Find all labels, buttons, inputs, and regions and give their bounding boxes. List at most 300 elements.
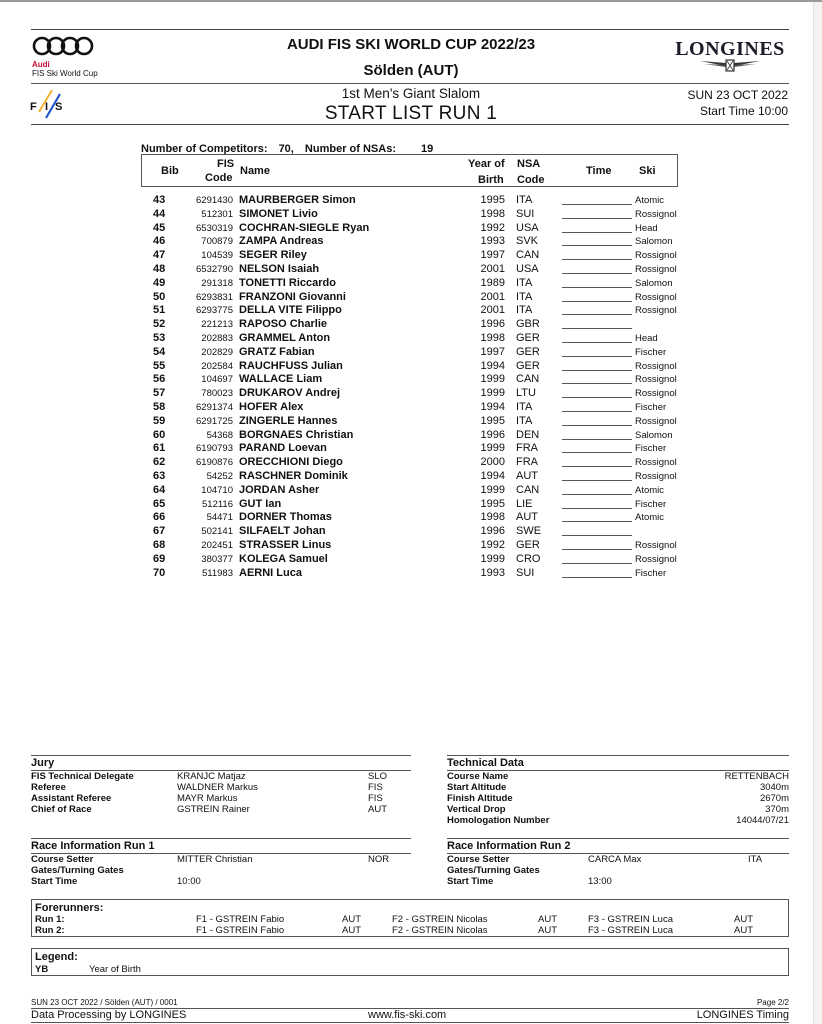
time-blank bbox=[562, 263, 632, 274]
run1-course-setter-nation: NOR bbox=[368, 854, 390, 865]
nsas-value: 19 bbox=[421, 143, 434, 155]
sponsor-brand: Audi bbox=[32, 60, 50, 69]
legend-box bbox=[31, 948, 789, 976]
nsa-code: CAN bbox=[516, 483, 540, 496]
forerunner-f3: F3 - GSTREIN Luca bbox=[588, 914, 673, 925]
table-row bbox=[141, 360, 701, 374]
table-row bbox=[141, 249, 701, 263]
year-of-birth: 1992 bbox=[480, 221, 505, 234]
table-row bbox=[141, 194, 701, 208]
forerunner-f2: F2 - GSTREIN Nicolas bbox=[392, 914, 488, 925]
year-of-birth: 1995 bbox=[480, 414, 505, 427]
run2-course-setter-nation: ITA bbox=[748, 854, 763, 865]
jury-member bbox=[31, 782, 411, 793]
year-of-birth: 2000 bbox=[480, 456, 505, 469]
ski-brand: Fischer bbox=[635, 401, 667, 413]
ski-brand: Rossignol bbox=[635, 250, 677, 262]
year-of-birth: 1997 bbox=[480, 249, 505, 262]
year-of-birth: 1996 bbox=[480, 525, 505, 538]
forerunner-f2-nation: AUT bbox=[538, 925, 557, 936]
ski-brand: Rossignol bbox=[635, 360, 677, 372]
fis-code: 502141 bbox=[201, 526, 233, 538]
nsas-label: Number of NSAs: bbox=[304, 143, 396, 155]
bib-number: 62 bbox=[153, 456, 166, 469]
bib-number: 46 bbox=[153, 235, 166, 248]
nsa-code: GER bbox=[516, 538, 540, 551]
jury-nation: SLO bbox=[368, 771, 388, 782]
bib-number: 45 bbox=[153, 221, 166, 234]
technical-item bbox=[447, 793, 789, 804]
svg-text:S: S bbox=[55, 101, 63, 113]
time-blank bbox=[562, 304, 632, 315]
time-blank bbox=[562, 222, 632, 233]
ski-brand: Salomon bbox=[635, 236, 673, 248]
fis-code: 202829 bbox=[201, 346, 233, 358]
col-bib: Bib bbox=[161, 165, 179, 177]
athlete-name: FRANZONI Giovanni bbox=[239, 290, 346, 303]
jury-name: KRANJC Matjaz bbox=[177, 771, 246, 782]
fis-code: 512116 bbox=[202, 498, 233, 510]
bib-number: 48 bbox=[153, 262, 166, 275]
time-blank bbox=[562, 442, 632, 453]
jury-member bbox=[31, 771, 411, 782]
table-row bbox=[141, 332, 701, 346]
table-row bbox=[141, 401, 701, 415]
technical-data-section bbox=[447, 757, 789, 826]
run1-title: Race Information Run 1 bbox=[31, 840, 155, 852]
jury-name: GSTREIN Rainer bbox=[177, 804, 250, 815]
footer-timing: LONGINES Timing bbox=[696, 1009, 789, 1021]
fis-code: 104539 bbox=[201, 250, 233, 262]
year-of-birth: 1999 bbox=[480, 483, 505, 496]
athlete-name: MAURBERGER Simon bbox=[239, 194, 356, 206]
ski-brand: Rossignol bbox=[635, 415, 677, 427]
table-row bbox=[141, 222, 701, 236]
athlete-name: JORDAN Asher bbox=[239, 483, 320, 496]
time-blank bbox=[562, 567, 632, 578]
ski-brand: Fischer bbox=[635, 443, 667, 455]
bib-number: 65 bbox=[153, 497, 166, 510]
col-nsa-1: NSA bbox=[517, 158, 541, 170]
fis-code: 6291725 bbox=[196, 415, 233, 427]
sponsor-series: FIS Ski World Cup bbox=[32, 69, 98, 78]
fis-code: 202584 bbox=[201, 360, 233, 372]
technical-label: Vertical Drop bbox=[447, 804, 506, 815]
svg-text:I: I bbox=[45, 101, 49, 113]
legend-meaning: Year of Birth bbox=[89, 964, 141, 975]
year-of-birth: 1999 bbox=[480, 387, 505, 400]
nsa-code: SUI bbox=[516, 207, 535, 220]
footer-page: Page 2/2 bbox=[756, 998, 789, 1007]
legend-title: Legend: bbox=[35, 951, 78, 963]
venue-title: Sölden (AUT) bbox=[363, 62, 459, 79]
sponsor-text bbox=[32, 60, 98, 78]
ski-brand: Rossignol bbox=[635, 539, 677, 551]
page-right-edge bbox=[813, 2, 822, 1024]
bib-number: 44 bbox=[153, 207, 166, 220]
time-blank bbox=[562, 415, 632, 426]
bib-number: 58 bbox=[153, 400, 166, 413]
jury-member bbox=[31, 793, 411, 804]
year-of-birth: 1999 bbox=[480, 552, 505, 565]
time-blank bbox=[562, 373, 632, 384]
header-bottom-rule bbox=[31, 124, 789, 125]
run2-start-time: 13:00 bbox=[588, 876, 612, 887]
jury-title: Jury bbox=[31, 757, 55, 769]
year-of-birth: 1996 bbox=[480, 428, 505, 441]
table-row bbox=[141, 318, 701, 332]
run2-top-rule bbox=[447, 838, 789, 839]
nsa-code: ITA bbox=[516, 276, 533, 289]
forerunner-row bbox=[35, 925, 785, 936]
forerunner-f1-nation: AUT bbox=[342, 914, 361, 925]
forerunner-run-label: Run 2: bbox=[35, 925, 65, 936]
fis-code: 6293775 bbox=[196, 305, 233, 317]
forerunner-f3-nation: AUT bbox=[734, 925, 753, 936]
fis-code: 104697 bbox=[201, 374, 233, 386]
nsa-code: ITA bbox=[516, 290, 533, 303]
bib-number: 57 bbox=[153, 387, 166, 400]
bib-number: 49 bbox=[153, 276, 166, 289]
technical-item bbox=[447, 815, 789, 826]
ski-brand: Atomic bbox=[635, 512, 665, 524]
year-of-birth: 1992 bbox=[480, 538, 505, 551]
bib-number: 43 bbox=[153, 194, 166, 206]
jury-name: WALDNER Markus bbox=[177, 782, 258, 793]
forerunners-box bbox=[31, 899, 789, 937]
ski-brand: Rossignol bbox=[635, 457, 677, 469]
athlete-name: GUT Ian bbox=[239, 497, 282, 510]
jury-name: MAYR Markus bbox=[177, 793, 238, 804]
jury-role: Chief of Race bbox=[31, 804, 92, 815]
bib-number: 70 bbox=[153, 566, 166, 579]
nsa-code: LIE bbox=[516, 497, 533, 510]
footer-reference: SUN 23 OCT 2022 / Sölden (AUT) / 0001 bbox=[31, 998, 178, 1007]
athlete-name: PARAND Loevan bbox=[239, 442, 327, 455]
athlete-name: SILFAELT Johan bbox=[239, 525, 326, 538]
athlete-name: DELLA VITE Filippo bbox=[239, 304, 342, 317]
bib-number: 54 bbox=[153, 345, 166, 358]
technical-value: 14044/07/21 bbox=[736, 815, 789, 826]
time-blank bbox=[562, 456, 632, 467]
ski-brand: Rossignol bbox=[635, 374, 677, 386]
bib-number: 52 bbox=[153, 318, 166, 331]
col-yob-2: Birth bbox=[478, 174, 504, 186]
nsa-code: SWE bbox=[516, 525, 542, 538]
technical-value: RETTENBACH bbox=[724, 771, 789, 782]
athlete-name: ZINGERLE Hannes bbox=[239, 414, 338, 427]
header-mid-rule bbox=[31, 83, 789, 84]
start-list bbox=[141, 194, 701, 580]
nsa-code: SUI bbox=[516, 566, 535, 579]
athlete-name: DORNER Thomas bbox=[239, 511, 332, 524]
footer-rule-bottom bbox=[31, 1022, 789, 1023]
competitors-value: 70, bbox=[278, 143, 294, 155]
bib-number: 64 bbox=[153, 483, 166, 496]
table-row bbox=[141, 498, 701, 512]
nsa-code: USA bbox=[516, 221, 539, 234]
time-blank bbox=[562, 332, 632, 343]
run2-course-setter-label: Course Setter bbox=[447, 854, 510, 865]
ski-brand: Rossignol bbox=[635, 388, 677, 400]
run1-course-setter-label: Course Setter bbox=[31, 854, 94, 865]
nsa-code: AUT bbox=[516, 511, 538, 524]
competitors-label: Number of Competitors: bbox=[141, 143, 268, 155]
forerunner-run-label: Run 1: bbox=[35, 914, 65, 925]
ski-brand: Fischer bbox=[635, 567, 667, 579]
table-row bbox=[141, 442, 701, 456]
ski-brand: Rossignol bbox=[635, 470, 677, 482]
fis-code: 380377 bbox=[201, 553, 233, 565]
nsa-code: FRA bbox=[516, 456, 538, 469]
table-row bbox=[141, 346, 701, 360]
col-nsa-2: Code bbox=[517, 174, 545, 186]
athlete-name: ORECCHIONI Diego bbox=[239, 456, 343, 469]
time-blank bbox=[562, 429, 632, 440]
year-of-birth: 1994 bbox=[480, 400, 505, 413]
bib-number: 63 bbox=[153, 469, 166, 482]
fis-code: 54471 bbox=[206, 512, 233, 524]
year-of-birth: 1998 bbox=[480, 331, 505, 344]
nsa-code: ITA bbox=[516, 304, 533, 317]
athlete-name: TONETTI Riccardo bbox=[239, 276, 336, 289]
header-top-rule bbox=[31, 29, 789, 30]
table-row bbox=[141, 373, 701, 387]
time-blank bbox=[562, 277, 632, 288]
athlete-name: NELSON Isaiah bbox=[239, 262, 320, 275]
ski-brand: Salomon bbox=[635, 277, 673, 289]
run1-top-rule bbox=[31, 838, 411, 839]
forerunner-f1: F1 - GSTREIN Fabio bbox=[196, 925, 285, 936]
time-blank bbox=[562, 498, 632, 509]
table-row bbox=[141, 415, 701, 429]
run2-title: Race Information Run 2 bbox=[447, 840, 571, 852]
time-blank bbox=[562, 539, 632, 550]
jury-role: Assistant Referee bbox=[31, 793, 112, 804]
technical-label: Start Altitude bbox=[447, 782, 507, 793]
longines-logo-text: LONGINES bbox=[675, 38, 785, 60]
fis-code: 202451 bbox=[201, 539, 233, 551]
document-title: START LIST RUN 1 bbox=[324, 103, 498, 124]
col-ski: Ski bbox=[639, 165, 656, 177]
technical-item bbox=[447, 782, 789, 793]
forerunner-f1: F1 - GSTREIN Fabio bbox=[196, 914, 285, 925]
forerunner-row bbox=[35, 914, 785, 925]
fis-code: 6530319 bbox=[196, 222, 233, 234]
time-blank bbox=[562, 235, 632, 246]
race-info-run1 bbox=[31, 840, 411, 887]
table-row bbox=[141, 470, 701, 484]
run1-start-time-label: Start Time bbox=[31, 876, 78, 887]
race-info-run2 bbox=[447, 840, 789, 887]
athlete-name: HOFER Alex bbox=[239, 400, 304, 413]
table-row bbox=[141, 567, 701, 581]
time-blank bbox=[562, 401, 632, 412]
col-fis-code-1: FIS bbox=[217, 158, 235, 170]
col-yob-1: Year of bbox=[468, 158, 505, 170]
svg-text:F: F bbox=[30, 101, 37, 113]
forerunner-f1-nation: AUT bbox=[342, 925, 361, 936]
athlete-name: STRASSER Linus bbox=[239, 538, 332, 551]
fis-logo-icon bbox=[30, 88, 66, 125]
nsa-code: USA bbox=[516, 262, 539, 275]
forerunner-f3: F3 - GSTREIN Luca bbox=[588, 925, 673, 936]
bib-number: 55 bbox=[153, 359, 166, 372]
nsa-code: ITA bbox=[516, 400, 533, 413]
table-row bbox=[141, 525, 701, 539]
race-start-time: Start Time 10:00 bbox=[699, 104, 788, 118]
technical-item bbox=[447, 771, 789, 782]
technical-item bbox=[447, 804, 789, 815]
athlete-name: WALLACE Liam bbox=[239, 373, 323, 386]
time-blank bbox=[562, 318, 632, 329]
table-row bbox=[141, 277, 701, 291]
time-blank bbox=[562, 553, 632, 564]
nsa-code: DEN bbox=[516, 428, 540, 441]
table-row bbox=[141, 263, 701, 277]
fis-code: 54368 bbox=[206, 429, 233, 441]
fis-code: 6190876 bbox=[196, 457, 233, 469]
athlete-name: DRUKAROV Andrej bbox=[239, 387, 341, 400]
time-blank bbox=[562, 249, 632, 260]
jury-role: FIS Technical Delegate bbox=[31, 771, 134, 782]
legend-abbr: YB bbox=[35, 964, 49, 975]
technical-label: Homologation Number bbox=[447, 815, 550, 826]
col-fis-code-2: Code bbox=[205, 172, 233, 184]
jury-nation: AUT bbox=[368, 804, 387, 815]
bib-number: 66 bbox=[153, 511, 166, 524]
fis-code: 54252 bbox=[206, 470, 233, 482]
fis-code: 780023 bbox=[201, 388, 233, 400]
table-row bbox=[141, 511, 701, 525]
nsa-code: GER bbox=[516, 331, 540, 344]
ski-brand: Rossignol bbox=[635, 208, 677, 220]
bib-number: 67 bbox=[153, 525, 166, 538]
fis-code: 511983 bbox=[202, 567, 233, 579]
ski-brand: Atomic bbox=[635, 195, 665, 206]
table-row bbox=[141, 539, 701, 553]
ski-brand: Rossignol bbox=[635, 263, 677, 275]
nsa-code: CRO bbox=[516, 552, 541, 565]
year-of-birth: 1999 bbox=[480, 442, 505, 455]
bib-number: 60 bbox=[153, 428, 166, 441]
time-blank bbox=[562, 291, 632, 302]
nsa-code: LTU bbox=[516, 387, 536, 400]
jury-nation: FIS bbox=[368, 793, 383, 804]
fis-code: 202883 bbox=[201, 332, 233, 344]
fis-code: 6291430 bbox=[196, 195, 233, 206]
table-row bbox=[141, 304, 701, 318]
year-of-birth: 2001 bbox=[480, 304, 505, 317]
footer-website-link[interactable]: www.fis-ski.com bbox=[368, 1009, 447, 1021]
bib-number: 68 bbox=[153, 538, 166, 551]
athlete-name: BORGNAES Christian bbox=[239, 428, 354, 441]
run2-course-setter: CARCA Max bbox=[588, 854, 642, 865]
table-row bbox=[141, 456, 701, 470]
technical-value: 3040m bbox=[759, 782, 789, 793]
jury-section bbox=[31, 757, 411, 815]
nsa-code: GBR bbox=[516, 318, 540, 331]
athlete-name: GRATZ Fabian bbox=[239, 345, 315, 358]
time-blank bbox=[562, 194, 632, 205]
table-header bbox=[141, 154, 678, 187]
ski-brand: Fischer bbox=[635, 346, 667, 358]
nsa-code: ITA bbox=[516, 194, 533, 206]
athlete-name: ZAMPA Andreas bbox=[239, 235, 324, 248]
fis-code: 104710 bbox=[201, 484, 233, 496]
bib-number: 61 bbox=[153, 442, 166, 455]
ski-brand: Salomon bbox=[635, 429, 673, 441]
forerunners-title: Forerunners: bbox=[35, 902, 104, 914]
year-of-birth: 1995 bbox=[480, 497, 505, 510]
year-of-birth: 2001 bbox=[480, 290, 505, 303]
nsa-code: FRA bbox=[516, 442, 538, 455]
run1-start-time: 10:00 bbox=[177, 876, 201, 887]
athlete-name: KOLEGA Samuel bbox=[239, 552, 328, 565]
run1-gates-label: Gates/Turning Gates bbox=[31, 865, 124, 876]
nsa-code: ITA bbox=[516, 414, 533, 427]
race-date: SUN 23 OCT 2022 bbox=[687, 88, 788, 102]
year-of-birth: 1999 bbox=[480, 373, 505, 386]
run1-course-setter: MITTER Christian bbox=[177, 854, 253, 865]
athlete-name: SIMONET Livio bbox=[239, 207, 318, 220]
table-row bbox=[141, 429, 701, 443]
athlete-name: AERNI Luca bbox=[239, 566, 302, 579]
year-of-birth: 1993 bbox=[480, 566, 505, 579]
ski-brand: Rossignol bbox=[635, 291, 677, 303]
table-row bbox=[141, 291, 701, 305]
ski-brand: Rossignol bbox=[635, 305, 677, 317]
event-name: 1st Men's Giant Slalom bbox=[341, 86, 481, 101]
fis-code: 6190793 bbox=[196, 443, 233, 455]
year-of-birth: 1998 bbox=[480, 207, 505, 220]
nsa-code: CAN bbox=[516, 249, 540, 262]
year-of-birth: 2001 bbox=[480, 262, 505, 275]
ski-brand: Atomic bbox=[635, 484, 665, 496]
ski-brand: Head bbox=[635, 332, 658, 344]
jury-member bbox=[31, 804, 411, 815]
forerunner-f2: F2 - GSTREIN Nicolas bbox=[392, 925, 488, 936]
bib-number: 47 bbox=[153, 249, 166, 262]
bib-number: 50 bbox=[153, 290, 166, 303]
jury-top-rule bbox=[31, 755, 411, 756]
athlete-name: SEGER Riley bbox=[239, 249, 307, 262]
fis-code: 6532790 bbox=[196, 263, 233, 275]
nsa-code: CAN bbox=[516, 373, 540, 386]
nsa-code: AUT bbox=[516, 469, 538, 482]
run2-gates-label: Gates/Turning Gates bbox=[447, 865, 540, 876]
competition-title: AUDI FIS SKI WORLD CUP 2022/23 bbox=[286, 36, 536, 53]
nsa-code: GER bbox=[516, 345, 540, 358]
forerunner-f3-nation: AUT bbox=[734, 914, 753, 925]
time-blank bbox=[562, 484, 632, 495]
col-name: Name bbox=[240, 165, 270, 177]
time-blank bbox=[562, 387, 632, 398]
technical-value: 370m bbox=[765, 804, 789, 815]
jury-role: Referee bbox=[31, 782, 66, 793]
athlete-name: GRAMMEL Anton bbox=[239, 331, 331, 344]
time-blank bbox=[562, 360, 632, 371]
year-of-birth: 1998 bbox=[480, 511, 505, 524]
athlete-name: RAPOSO Charlie bbox=[239, 318, 328, 331]
technical-title: Technical Data bbox=[447, 757, 524, 769]
year-of-birth: 1994 bbox=[480, 359, 505, 372]
athlete-name: RAUCHFUSS Julian bbox=[239, 359, 343, 372]
time-blank bbox=[562, 346, 632, 357]
fis-code: 512301 bbox=[201, 208, 233, 220]
ski-brand: Fischer bbox=[635, 498, 667, 510]
run2-start-time-label: Start Time bbox=[447, 876, 494, 887]
